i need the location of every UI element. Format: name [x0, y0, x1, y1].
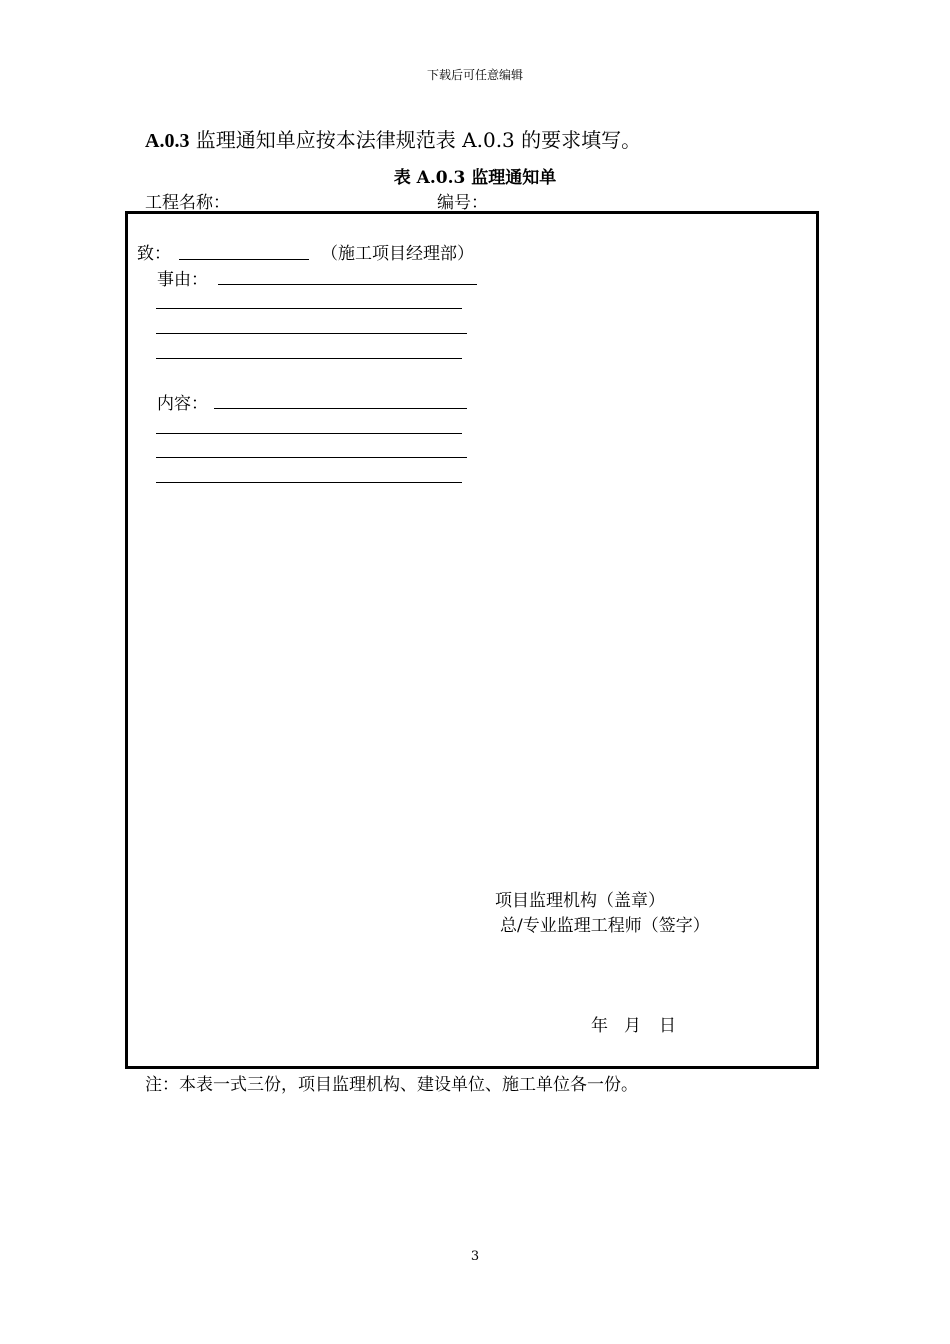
org-seal-label: 项目监理机构（盖章） [495, 891, 665, 911]
table-title: 表 A.0.3 监理通知单 [393, 168, 557, 188]
date-day-label: 日 [659, 1016, 676, 1036]
reason-label: 事由： [157, 270, 208, 290]
reason-field-line-4[interactable] [156, 358, 462, 359]
reason-field-line-2[interactable] [156, 308, 462, 309]
number-label: 编号： [437, 193, 488, 213]
to-suffix: （施工项目经理部） [321, 244, 474, 264]
to-recipient-field[interactable] [179, 259, 309, 260]
reason-field-line-3[interactable] [156, 333, 467, 334]
date-month-label: 月 [624, 1016, 641, 1036]
intro-text: 监理通知单应按本法律规范表 A.0.3 的要求填写。 [189, 128, 642, 152]
project-name-label: 工程名称： [145, 193, 230, 213]
to-label: 致： [137, 244, 171, 264]
content-field-line-1[interactable] [214, 408, 467, 409]
content-field-line-2[interactable] [156, 433, 462, 434]
footnote: 注：本表一式三份，项目监理机构、建设单位、施工单位各一份。 [145, 1075, 638, 1095]
date-year-label: 年 [591, 1016, 608, 1036]
clause-number: A.0.3 [145, 130, 190, 152]
page-number: 3 [470, 1249, 480, 1264]
content-field-line-3[interactable] [156, 457, 467, 458]
notice-form [125, 211, 819, 1069]
engineer-sign-label: 总/专业监理工程师（签字） [500, 916, 710, 936]
intro-paragraph [145, 124, 641, 153]
reason-field-line-1[interactable] [218, 284, 477, 285]
content-label: 内容： [157, 394, 208, 414]
content-field-line-4[interactable] [156, 482, 462, 483]
page-header: 下载后可任意编辑 [426, 68, 523, 82]
